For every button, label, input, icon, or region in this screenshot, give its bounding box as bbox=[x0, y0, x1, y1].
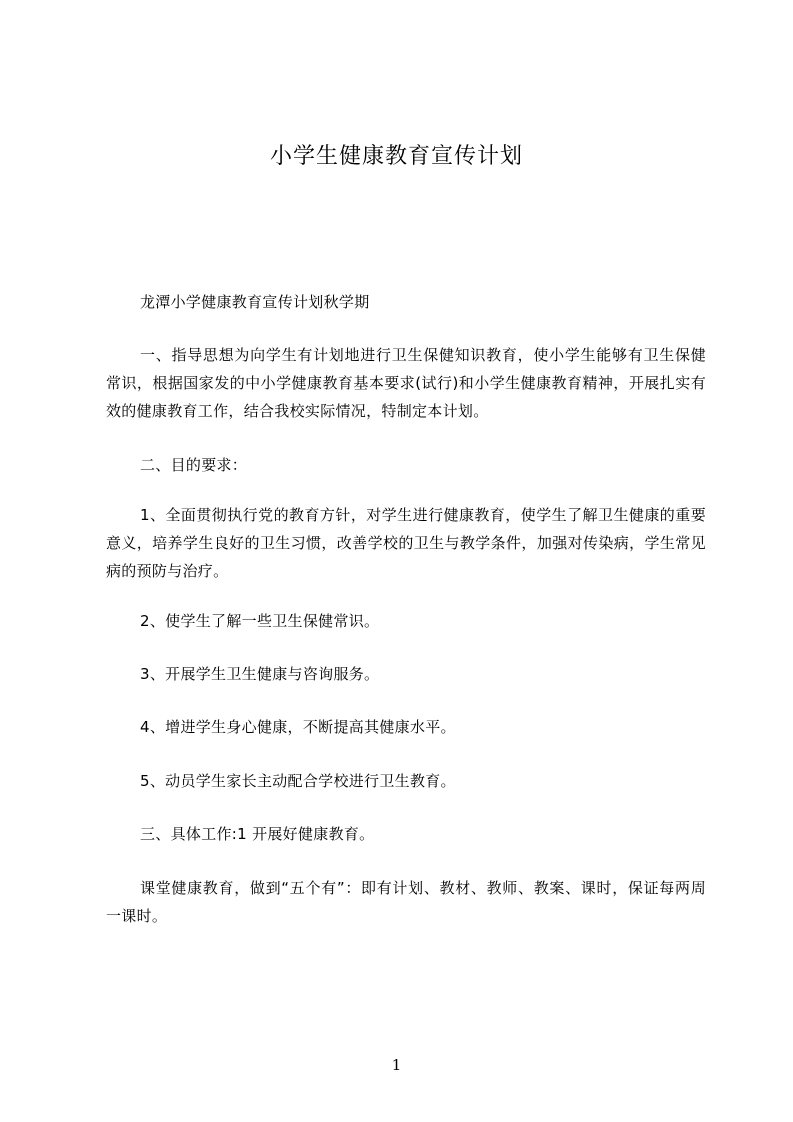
paragraph-objective-3: 3、开展学生卫生健康与咨询服务。 bbox=[140, 665, 380, 683]
paragraph-objective-4: 4、增进学生身心健康，不断提高其健康水平。 bbox=[140, 718, 456, 736]
document-title: 小学生健康教育宣传计划 bbox=[269, 144, 523, 169]
paragraph-objective-2: 2、使学生了解一些卫生保健常识。 bbox=[140, 612, 380, 630]
paragraph-guiding-ideology: 一、指导思想为向学生有计划地进行卫生保健知识教育，使小学生能够有卫生保健常识，根据国家发的中小学健康教育基本要求(试行)和小学生健康教育精神，开展扎实有效的健康教育工作，结合我校实际情况，特制定本计划。 bbox=[106, 346, 706, 420]
paragraph-specific-work: 三、具体工作:1 开展好健康教育。 bbox=[140, 825, 375, 843]
paragraph-objectives-heading: 二、目的要求： bbox=[140, 456, 248, 474]
page-number: 1 bbox=[391, 1056, 402, 1074]
paragraph-subtitle: 龙潭小学健康教育宣传计划秋学期 bbox=[140, 293, 370, 311]
paragraph-objective-1: 1、全面贯彻执行党的教育方针，对学生进行健康教育，使学生了解卫生健康的重要意义，培养学生良好的卫生习惯，改善学校的卫生与教学条件，加强对传染病，学生常见病的预防与治疗。 bbox=[106, 506, 706, 580]
paragraph-classroom-education: 课堂健康教育，做到“五个有”：即有计划、教材、教师、教案、课时，保证每两周一课时。 bbox=[106, 879, 706, 925]
paragraph-objective-5: 5、动员学生家长主动配合学校进行卫生教育。 bbox=[140, 772, 456, 790]
